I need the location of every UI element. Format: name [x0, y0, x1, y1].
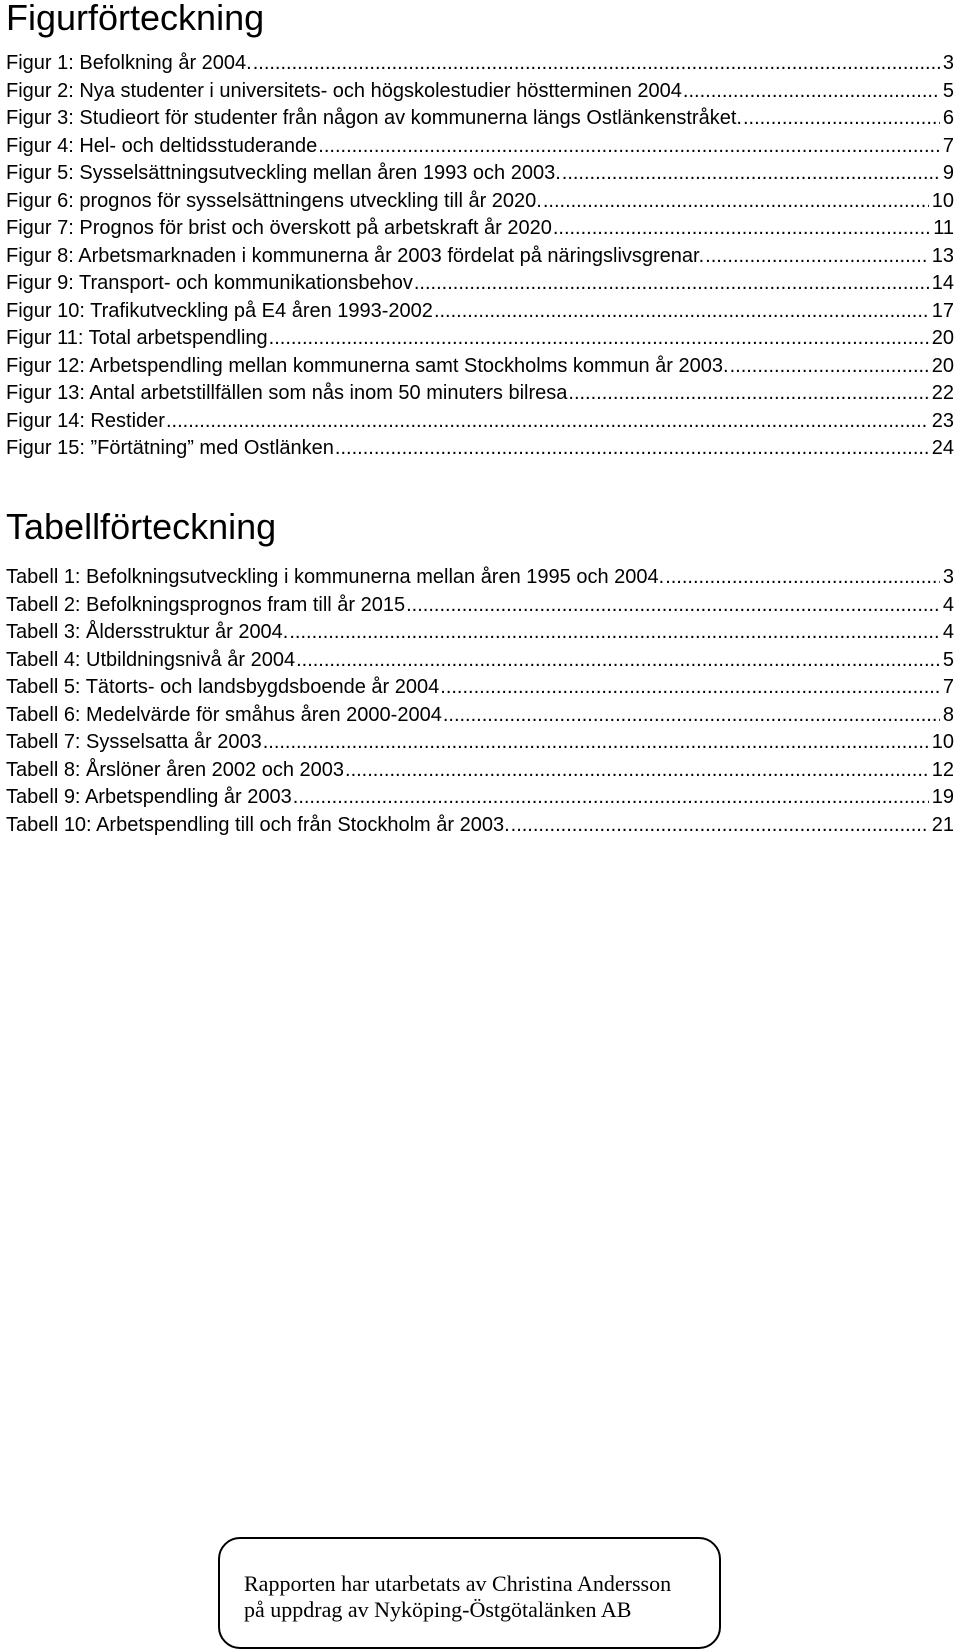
dot-leader [730, 353, 929, 381]
dot-leader [553, 215, 930, 243]
figure-list-entry-page-number: 7 [942, 134, 954, 157]
figure-list-entry-page-number: 20 [931, 327, 954, 349]
dot-leader [253, 50, 940, 78]
table-list-heading: Tabellförteckning [6, 506, 277, 547]
dot-leader [406, 592, 940, 620]
figure-list-entry[interactable] [6, 160, 954, 188]
report-credit-box [218, 1537, 721, 1649]
table-list-entry[interactable] [6, 702, 954, 730]
table-list-entry[interactable] [6, 812, 954, 840]
figure-list-heading: Figurförteckning [6, 0, 265, 38]
figure-list-entry-page-number: 9 [942, 162, 954, 184]
dot-leader [443, 702, 940, 730]
figure-list-entry-page-number: 22 [931, 382, 954, 404]
figure-list-entry-page-number: 3 [942, 52, 954, 74]
table-list-entry-page-number: 7 [942, 676, 954, 698]
dot-leader [568, 380, 928, 408]
dot-leader [289, 619, 940, 647]
table-list-entry-page-number: 3 [942, 566, 954, 588]
dot-leader [345, 757, 929, 785]
table-list-entry-page-number: 4 [942, 593, 954, 616]
table-list-entry-title: Tabell 9: Arbetspendling år 2003 [6, 786, 292, 808]
figure-list-entry-title: Figur 12: Arbetspendling mellan kommunerna samt Stockholms kommun år 2003. [6, 354, 729, 377]
table-list-entry[interactable] [6, 784, 954, 812]
figure-list-entry-page-number: 5 [942, 79, 954, 102]
table-list-entry[interactable] [6, 757, 954, 785]
figure-list-entry[interactable] [6, 353, 954, 381]
dot-leader [743, 105, 940, 133]
table-list-entry-page-number: 4 [942, 621, 954, 643]
dot-leader [511, 812, 929, 840]
table-list-entry-title: Tabell 4: Utbildningsnivå år 2004 [6, 648, 296, 671]
table-list-entry-title: Tabell 6: Medelvärde för småhus åren 2000-2004 [6, 703, 442, 726]
figure-list-entry-page-number: 23 [931, 409, 954, 432]
table-list-entry[interactable] [6, 619, 954, 647]
dot-leader [683, 78, 940, 106]
figure-list-entry-page-number: 10 [931, 189, 954, 212]
figure-list-entry-title: Figur 10: Trafikutveckling på E4 åren 1993-2002 [6, 299, 433, 322]
figure-list-entry-page-number: 24 [931, 437, 954, 459]
figure-list-entry-page-number: 6 [942, 107, 954, 129]
credit-author-line: Rapporten har utarbetats av Christina Andersson [244, 1571, 672, 1596]
figure-list-entry[interactable] [6, 78, 954, 106]
table-list-entry[interactable] [6, 564, 954, 592]
figure-list-entry[interactable] [6, 133, 954, 161]
figure-list-entry[interactable] [6, 215, 954, 243]
table-list-entry-title: Tabell 1: Befolkningsutveckling i kommunerna mellan åren 1995 och 2004. [6, 566, 665, 588]
dot-leader [665, 564, 940, 592]
figure-list-entry[interactable] [6, 435, 954, 463]
table-list [6, 564, 954, 839]
figure-list-entry-title: Figur 9: Transport- och kommunikationsbehov [6, 272, 413, 294]
table-list-entry-title: Tabell 3: Åldersstruktur år 2004. [6, 621, 289, 643]
table-list-entry-title: Tabell 10: Arbetspendling till och från Stockholm år 2003. [6, 813, 510, 836]
dot-leader [440, 674, 940, 702]
table-list-entry-page-number: 5 [942, 648, 954, 671]
dot-leader [263, 729, 929, 757]
figure-list-entry[interactable] [6, 243, 954, 271]
table-list-entry-title: Tabell 8: Årslöner åren 2002 och 2003 [6, 758, 345, 781]
figure-list [6, 50, 954, 463]
figure-list-entry-title: Figur 11: Total arbetspendling [6, 327, 268, 349]
table-list-entry-title: Tabell 2: Befolkningsprognos fram till år 2015 [6, 593, 406, 616]
figure-list-entry-title: Figur 14: Restider [6, 409, 165, 432]
table-list-entry[interactable] [6, 647, 954, 675]
dot-leader [543, 188, 929, 216]
figure-list-entry-title: Figur 15: ”Förtätning” med Ostlänken [6, 437, 334, 459]
figure-list-entry[interactable] [6, 380, 954, 408]
table-list-entry[interactable] [6, 592, 954, 620]
dot-leader [296, 647, 940, 675]
figure-list-entry[interactable] [6, 50, 954, 78]
table-list-entry-page-number: 10 [931, 731, 954, 753]
table-list-entry-page-number: 8 [942, 703, 954, 726]
dot-leader [414, 270, 929, 298]
dot-leader [434, 298, 929, 326]
table-list-entry-title: Tabell 5: Tätorts- och landsbygdsboende år 2004 [6, 676, 440, 698]
figure-list-entry[interactable] [6, 325, 954, 353]
dot-leader [166, 408, 929, 436]
figure-list-entry-page-number: 20 [931, 354, 954, 377]
dot-leader [562, 160, 940, 188]
figure-list-entry-title: Figur 13: Antal arbetstillfällen som nås inom 50 minuters bilresa [6, 382, 568, 404]
figure-list-entry[interactable] [6, 188, 954, 216]
dot-leader [705, 243, 929, 271]
figure-list-entry-page-number: 11 [933, 217, 954, 239]
figure-list-entry[interactable] [6, 298, 954, 326]
dot-leader [335, 435, 929, 463]
table-list-entry[interactable] [6, 729, 954, 757]
figure-list-entry[interactable] [6, 408, 954, 436]
figure-list-entry-page-number: 14 [931, 272, 954, 294]
dot-leader [269, 325, 929, 353]
figure-list-entry-title: Figur 8: Arbetsmarknaden i kommunerna år 2003 fördelat på näringslivsgrenar. [6, 244, 705, 267]
figure-list-entry[interactable] [6, 270, 954, 298]
table-list-entry-title: Tabell 7: Sysselsatta år 2003 [6, 731, 262, 753]
figure-list-entry-title: Figur 6: prognos för sysselsättningens utveckling till år 2020. [6, 189, 542, 212]
table-list-entry-page-number: 19 [931, 786, 954, 808]
table-list-entry-page-number: 12 [931, 758, 954, 781]
figure-list-entry-page-number: 17 [931, 299, 954, 322]
figure-list-entry-title: Figur 3: Studieort för studenter från någon av kommunerna längs Ostlänkenstråket. [6, 107, 742, 129]
figure-list-entry[interactable] [6, 105, 954, 133]
dot-leader [293, 784, 929, 812]
figure-list-entry-title: Figur 1: Befolkning år 2004. [6, 52, 252, 74]
figure-list-entry-title: Figur 2: Nya studenter i universitets- och högskolestudier höstterminen 2004 [6, 79, 682, 102]
table-list-entry-page-number: 21 [931, 813, 954, 836]
figure-list-entry-title: Figur 4: Hel- och deltidsstuderande [6, 134, 318, 157]
credit-commissioner-line: på uppdrag av Nyköping-Östgötalänken AB [244, 1597, 632, 1622]
dot-leader [318, 133, 940, 161]
figure-list-entry-title: Figur 7: Prognos för brist och överskott på arbetskraft år 2020 [6, 217, 552, 239]
figure-list-entry-page-number: 13 [931, 244, 954, 267]
figure-list-entry-title: Figur 5: Sysselsättningsutveckling mellan åren 1993 och 2003. [6, 162, 561, 184]
table-list-entry[interactable] [6, 674, 954, 702]
